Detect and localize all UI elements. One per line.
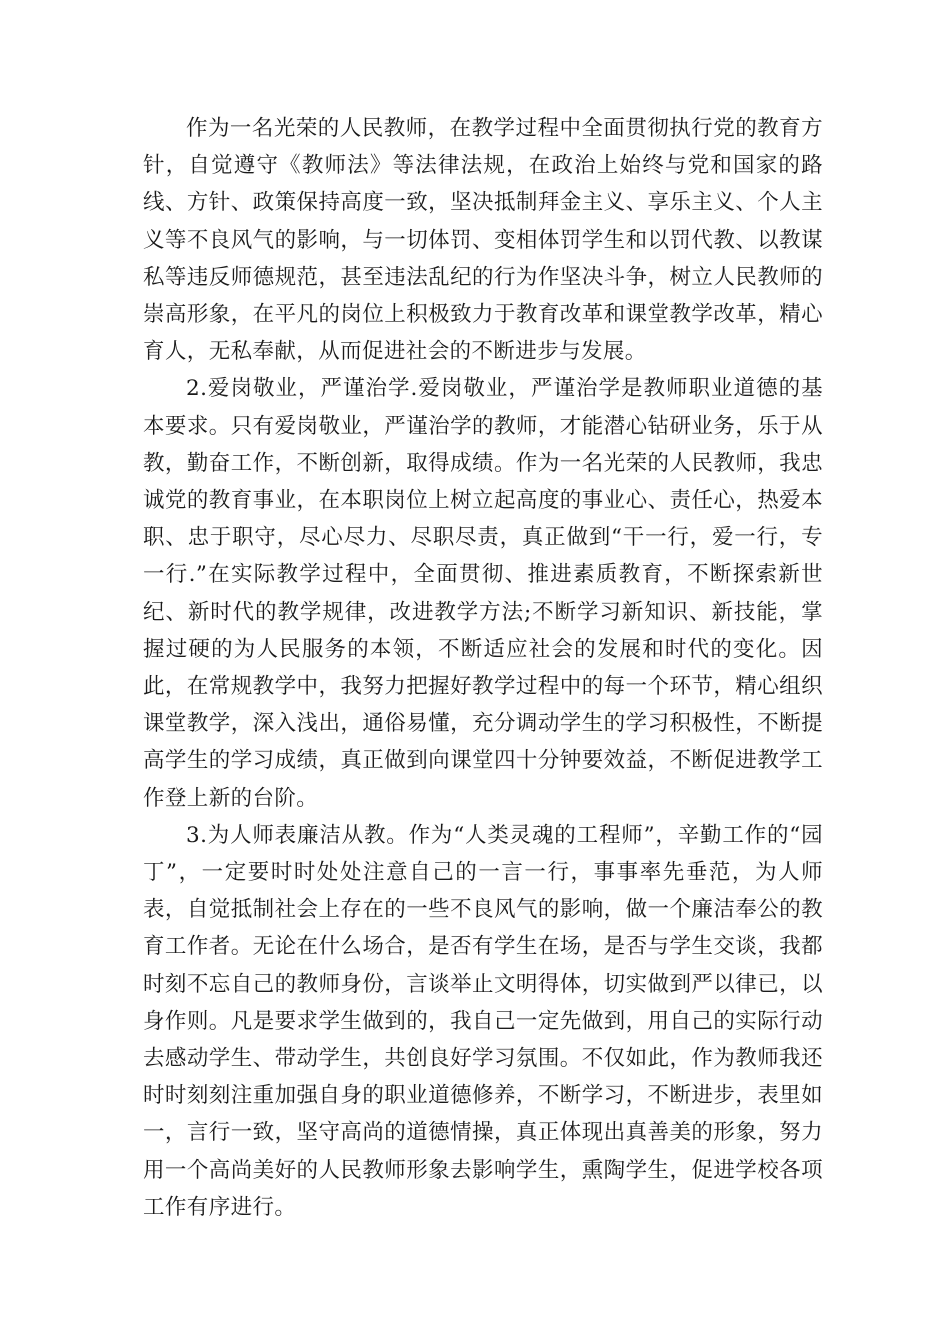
paragraph-2: 2.爱岗敬业，严谨治学.爱岗敬业，严谨治学是教师职业道德的基本要求。只有爱岗敬业，严谨治学的教师，才能潜心钻研业务，乐于从教，勤奋工作，不断创新，取得成绩。作为一名光荣的人民教师，我忠诚党的教育事业，在本职岗位上树立起高度的事业心、责任心，热爱本职、忠于职守，尽心尽力、尽职尽责，真正做到“干一行，爱一行，专一行.”在实际教学过程中，全面贯彻、推进素质教育，不断探索新世纪、新时代的教学规律，改进教学方法;不断学习新知识、新技能，掌握过硬的为人民服务的本领，不断适应社会的发展和时代的变化。因此，在常规教学中，我努力把握好教学过程中的每一个环节，精心组织课堂教学，深入浅出，通俗易懂，充分调动学生的学习积极性，不断提高学生的学习成绩，真正做到向课堂四十分钟要效益，不断促进教学工作登上新的台阶。	[143, 376, 823, 811]
paragraph-3: 3.为人师表廉洁从教。作为“人类灵魂的工程师”，辛勤工作的“园丁”，一定要时时处处注意自己的一言一行，事事率先垂范，为人师表，自觉抵制社会上存在的一些不良风气的影响，做一个廉洁奉公的教育工作者。无论在什么场合，是否有学生在场，是否与学生交谈，我都时刻不忘自己的教师身份，言谈举止文明得体，切实做到严以律已，以身作则。凡是要求学生做到的，我自己一定先做到，用自己的实际行动去感动学生、带动学生，共创良好学习氛围。不仅如此，作为教师我还时时刻刻注重加强自身的职业道德修养，不断学习，不断进步，表里如一，言行一致，坚守高尚的道德情操，真正体现出真善美的形象，努力用一个高尚美好的人民教师形象去影响学生，熏陶学生，促进学校各项工作有序进行。	[143, 822, 823, 1220]
document-body	[143, 110, 823, 1226]
paragraph-1: 作为一名光荣的人民教师，在教学过程中全面贯彻执行党的教育方针，自觉遵守《教师法》等法律法规，在政治上始终与党和国家的路线、方针、政策保持高度一致，坚决抵制拜金主义、享乐主义、个人主义等不良风气的影响，与一切体罚、变相体罚学生和以罚代教、以教谋私等违反师德规范，甚至违法乱纪的行为作坚决斗争，树立人民教师的崇高形象，在平凡的岗位上积极致力于教育改革和课堂教学改革，精心育人，无私奉献，从而促进社会的不断进步与发展。	[143, 116, 823, 365]
